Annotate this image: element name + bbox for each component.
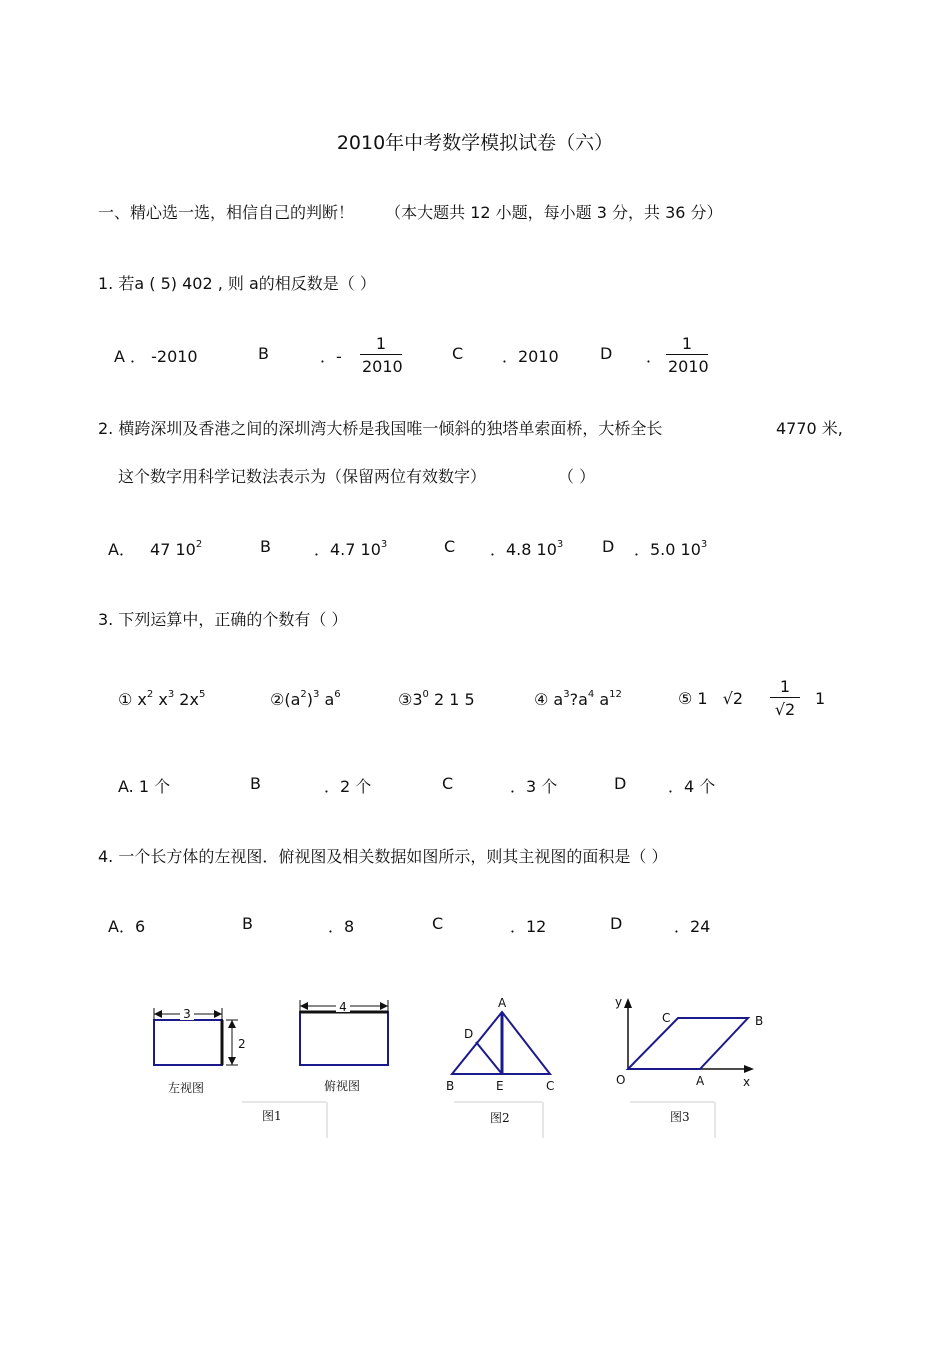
fraction-numerator: 1 — [375, 334, 387, 353]
option-value: ．5.0 10 — [634, 540, 701, 559]
point-c-label: C — [662, 1011, 671, 1025]
q2-option-c — [490, 537, 563, 560]
option-value: ．4.8 10 — [490, 540, 557, 559]
top-view-caption: 俯视图 — [324, 1079, 361, 1093]
q4-option-a: A．6 — [108, 917, 146, 936]
exponent: 3 — [700, 539, 708, 550]
q4-option-d-value: ．24 — [674, 917, 711, 936]
arrow-head-right — [380, 1002, 388, 1010]
exponent: 2 — [300, 689, 307, 700]
q2-option-d-label: D — [602, 537, 615, 556]
fraction-numerator: 1 — [779, 677, 791, 696]
figure-1-caption: 图1 — [262, 1109, 282, 1123]
parallelogram-oabc — [628, 1018, 748, 1069]
option-value: 47 10 — [150, 540, 196, 559]
q3-item-5-fraction — [770, 677, 800, 719]
q1-option-c-label: C — [452, 344, 464, 363]
q4-option-b-value: ．8 — [328, 917, 355, 936]
figure-2 — [440, 990, 560, 1140]
q3-option-d-value: ．4 个 — [668, 777, 716, 796]
q2-option-c-label: C — [444, 537, 456, 556]
expr-part: 2 1 5 — [428, 690, 475, 709]
expr-part: ?a — [569, 690, 588, 709]
q1-option-d-fraction — [666, 334, 708, 376]
exponent: 0 — [422, 689, 429, 700]
expr-part: ②(a — [270, 690, 301, 709]
fraction-denominator: 2010 — [668, 357, 709, 376]
exponent: 4 — [587, 689, 595, 700]
exponent: 3 — [167, 689, 175, 700]
section-heading-text: 一、精心选一选，相信自己的判断！ — [98, 203, 355, 222]
q1-option-a: A ． -2010 — [114, 347, 198, 366]
section-heading — [98, 200, 723, 223]
point-b-label: B — [755, 1014, 764, 1028]
exponent: 12 — [609, 689, 622, 700]
segment-de — [476, 1042, 502, 1074]
q1-option-b-prefix: ．- — [320, 347, 342, 366]
q1-option-b-label: B — [258, 344, 269, 363]
point-e-label: E — [496, 1079, 504, 1093]
arrow-head-right — [214, 1010, 222, 1018]
section-note: （本大题共 12 小题，每小题 3 分，共 36 分） — [385, 203, 723, 222]
fraction-bar — [770, 697, 800, 698]
fraction-numerator: 1 — [681, 334, 693, 353]
q3-option-b-value: ．2 个 — [324, 777, 372, 796]
point-a-label: A — [498, 996, 507, 1010]
expr-part: ④ a — [534, 690, 564, 709]
q3-stem: 3. 下列运算中，正确的个数有（ ） — [98, 610, 348, 629]
q4-option-c-value: ．12 — [510, 917, 547, 936]
q3-option-c-value: ．3 个 — [510, 777, 558, 796]
exponent: 2 — [146, 689, 154, 700]
arrow-head-down — [228, 1057, 236, 1065]
q2-option-a — [108, 537, 202, 560]
page-title: 2010年中考数学模拟试卷（六） — [336, 132, 614, 154]
left-view-caption: 左视图 — [168, 1081, 205, 1095]
expr-part: a — [319, 690, 335, 709]
figure-3 — [610, 990, 770, 1140]
q3-option-a: A. 1 个 — [118, 777, 171, 796]
q1-option-d-prefix: ． — [646, 347, 663, 366]
q2-option-d — [634, 537, 707, 560]
expr-part: x — [153, 690, 168, 709]
figure-1 — [140, 990, 410, 1140]
exponent: 2 — [195, 539, 203, 550]
expr-part: ) — [306, 690, 314, 709]
q2-stem-line2: 这个数字用科学记数法表示为（保留两位有效数字） — [118, 467, 487, 486]
q4-option-b-label: B — [242, 914, 253, 933]
q1-option-d-label: D — [600, 344, 613, 363]
exponent: 5 — [198, 689, 206, 700]
point-o-label: O — [616, 1073, 626, 1087]
q4-stem: 4. 一个长方体的左视图．俯视图及相关数据如图所示，则其主视图的面积是（ ） — [98, 847, 668, 866]
axis-y-label: y — [615, 995, 623, 1009]
arrow-head-up — [228, 1020, 236, 1028]
exponent: 3 — [313, 689, 320, 700]
q3-item-1 — [118, 689, 205, 709]
expr-part: a — [594, 690, 610, 709]
q4-option-c-label: C — [432, 914, 444, 933]
point-b-label: B — [446, 1079, 455, 1093]
q3-item-4 — [534, 689, 622, 709]
q3-option-d-label: D — [614, 774, 627, 793]
q1-stem: 1. 若a ( 5) 402 , 则 a的相反数是（ ） — [98, 274, 376, 293]
exponent: 6 — [334, 689, 341, 700]
arrow-head-left — [300, 1002, 308, 1010]
y-axis-arrow — [624, 998, 632, 1008]
q2-option-b-label: B — [260, 537, 271, 556]
exponent: 3 — [380, 539, 388, 550]
point-d-label: D — [464, 1027, 474, 1041]
expr-part: ⑤ 1 — [678, 689, 708, 708]
point-a-label: A — [696, 1074, 705, 1088]
fraction-bar — [360, 354, 402, 355]
arrow-head-left — [154, 1010, 162, 1018]
q2-length: 4770 米, — [776, 419, 843, 438]
q1-option-c-value: ．2010 — [502, 347, 559, 366]
q3-item-2 — [270, 689, 341, 709]
expr-part: 2x — [174, 690, 199, 709]
expr-part: ① x — [118, 690, 147, 709]
fraction-denominator: √2 — [774, 700, 796, 719]
q3-item-5 — [678, 689, 743, 708]
dim-label-4: 4 — [339, 1000, 347, 1014]
fraction-bar — [666, 354, 708, 355]
sqrt-expr: √2 — [722, 689, 744, 708]
q2-option-b — [314, 537, 387, 560]
q3-option-b-label: B — [250, 774, 261, 793]
option-value: ．4.7 10 — [314, 540, 381, 559]
q1-option-b-fraction — [360, 334, 402, 376]
q2-stem: 2. 横跨深圳及香港之间的深圳湾大桥是我国唯一倾斜的独塔单索面桥，大桥全长 — [98, 419, 663, 438]
q4-option-d-label: D — [610, 914, 623, 933]
q3-option-c-label: C — [442, 774, 454, 793]
point-c-label: C — [546, 1079, 555, 1093]
dim-label-3: 3 — [183, 1007, 191, 1021]
exponent: 3 — [556, 539, 564, 550]
axis-x-label: x — [743, 1075, 751, 1089]
expr-part: ③3 — [398, 690, 423, 709]
fraction-denominator: 2010 — [362, 357, 403, 376]
figure-2-caption: 图2 — [490, 1111, 510, 1125]
x-axis-arrow — [744, 1065, 754, 1073]
option-label: A． — [108, 540, 135, 559]
figure-3-caption: 图3 — [670, 1110, 690, 1124]
exponent: 3 — [563, 689, 570, 700]
left-view-rect — [154, 1020, 222, 1065]
q3-item-3 — [398, 689, 475, 709]
dim-label-2: 2 — [238, 1037, 246, 1051]
q3-item-5-end: 1 — [815, 689, 826, 708]
top-view-rect — [300, 1012, 388, 1065]
q2-answer-paren: （ ） — [558, 467, 596, 486]
